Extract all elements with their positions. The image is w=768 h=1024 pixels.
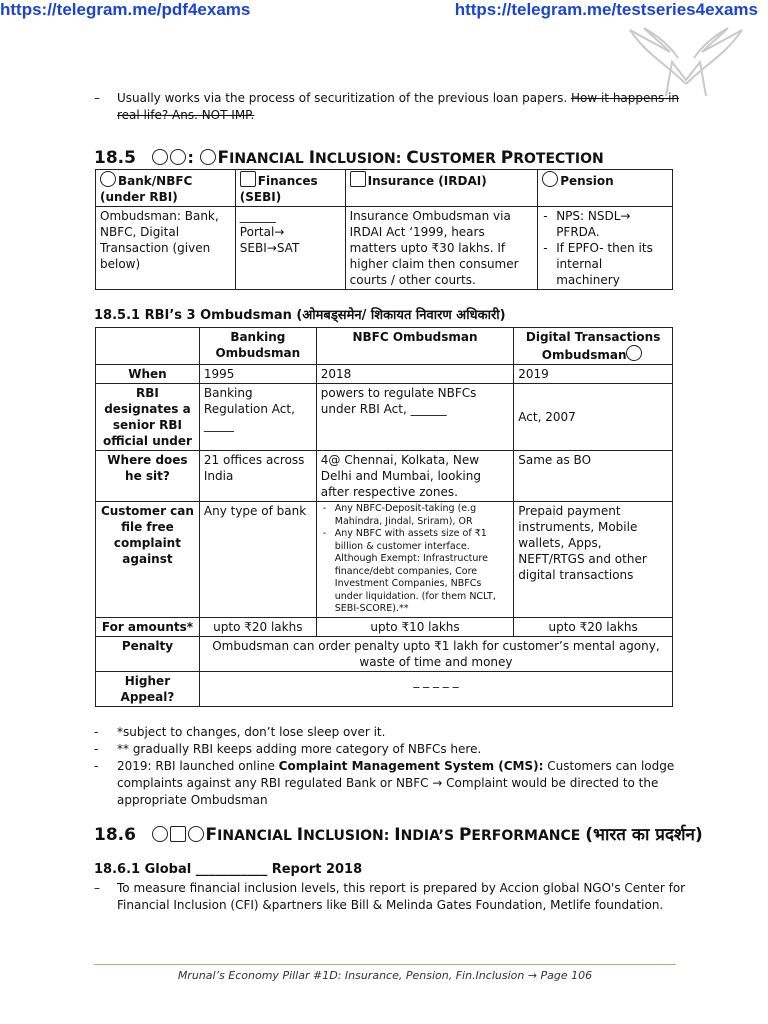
bank-cell: Ombudsman: Bank, NBFC, Digital Transaction (given below) <box>96 207 236 290</box>
note-nbfc-categories: - ** gradually RBI keeps adding more category of NBFCs here. <box>94 742 482 756</box>
ombudsman-table: Banking Ombudsman NBFC Ombudsman Digital Transactions Ombudsman When 1995 2018 2019 RBI designates a senior RBI official under Banking Regulation Act, _____ powers to regulate NBFCs under RBI Act, ______ Act, 2007 Where does he sit? 21 offices across India 4@ Chennai, Kolkata, New Delhi and Mumbai, looking after respective zones. Same as BO Customer can file free complaint against Any type of bank - Any NBFC-Deposit-taking (e.g Mahindra, Jindal, Sriram), OR - Any NBFC with assets size of ₹1 billion & customer interface. Although Exempt: Infrastructure finance/debt companies, Core Investment Companies, NBFCs under liquidation. (for them NCLT, SEBI-SCORE).** Prepaid payment instruments, Mobile wallets, Apps, NEFT/RTGS and other digital transactions For amounts* upto ₹20 lakhs upto ₹10 lakhs upto ₹20 lakhs Penalty Ombudsman can order penalty upto ₹1 lakh for customer’s mental agony, waste of time and money Higher Appeal? _ _ _ _ _ <box>95 327 673 707</box>
bank-person-icon <box>152 149 168 165</box>
page-footer: Mrunal’s Economy Pillar #1D: Insurance, Pension, Fin.Inclusion → Page 106 <box>177 969 593 982</box>
section-18-6-heading: 18.6 FINANCIAL INCLUSION: INDIA’S PERFORMANCE (भारत का प्रदर्शन) <box>94 825 703 845</box>
globe-icon <box>152 826 168 842</box>
customer-protection-table: Bank/NBFC (under RBI) Finances (SEBI) Insurance (IRDAI) Pension Ombudsman: Bank, NBFC, Digital Transaction (given below) ______ Portal→ SEBI→SAT Insurance Ombudsman via IRDAI Act ‘1999, hears matters upto ₹30 lakhs. If higher claim then consumer courts / other courts. - NPS: NSDL→ PFRDA. - If EPFO- then its internal machinery <box>95 169 673 290</box>
person-icon <box>170 149 186 165</box>
customer-icon <box>200 149 216 165</box>
footer-divider <box>94 964 676 965</box>
elderly-face-icon <box>542 171 558 187</box>
insurance-cell: Insurance Ombudsman via IRDAI Act ‘1999, hears matters upto ₹30 lakhs. If higher claim then consumer courts / other courts. <box>345 207 538 290</box>
section-18-5-heading: 18.5 : FINANCIAL INCLUSION: CUSTOMER PROTECTION <box>94 148 604 168</box>
finances-cell: ______ Portal→ SEBI→SAT <box>235 207 345 290</box>
hand-icon <box>626 345 642 361</box>
telegram-pdf-link[interactable]: https://telegram.me/pdf4exams <box>0 0 251 19</box>
pension-cell: - NPS: NSDL→ PFRDA. - If EPFO- then its internal machinery <box>538 207 673 290</box>
section-18-6-1-heading: 18.6.1 Global ___________ Report 2018 <box>94 862 363 877</box>
chart-up-icon <box>240 171 256 187</box>
section-18-5-1-heading: 18.5.1 RBI’s 3 Ombudsman (ओमबड्समेन/ शिकायत निवारण अधिकारी) <box>94 308 506 323</box>
document-icon <box>350 171 366 187</box>
bank-icon <box>100 171 116 187</box>
chart-up-icon <box>170 826 186 842</box>
telegram-testseries-link[interactable]: https://telegram.me/testseries4exams <box>454 0 758 19</box>
note-cms: - 2019: RBI launched online Complaint Management System (CMS): Customers can lodge complaints against any RBI regulated Bank or NBFC → Complaint would be directed to the appropriate Ombudsman <box>94 759 675 807</box>
global-report-bullet: – To measure financial inclusion levels, this report is prepared by Accion global NGO's Center for Financial Inclusion (CFI) &partners like Bill & Melinda Gates Foundation, Metlife foundation. <box>94 881 686 912</box>
intro-bullet: – Usually works via the process of securitization of the previous loan papers. How it happens in real life? Ans. NOT IMP. <box>94 91 680 122</box>
tiger-face-icon <box>188 826 204 842</box>
struck-text: How it happens in real life? Ans. NOT IMP. <box>117 91 680 122</box>
note-subject-to-change: - *subject to changes, don’t lose sleep over it. <box>94 725 386 739</box>
